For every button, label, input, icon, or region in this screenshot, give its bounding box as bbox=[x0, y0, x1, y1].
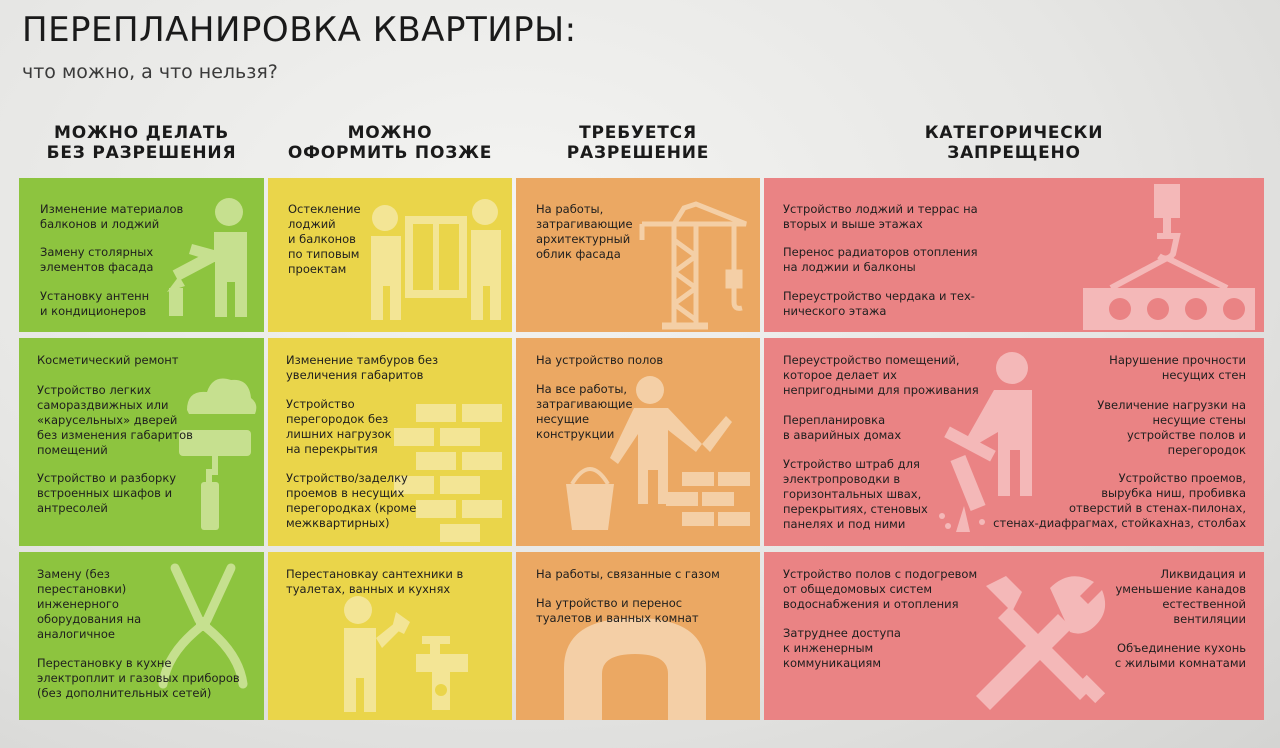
cell-allowed-row3 bbox=[19, 552, 264, 720]
item-facade-works: На работы, затрагивающие архитектурный облик фасада bbox=[536, 202, 633, 261]
crossed-tools-icon bbox=[962, 566, 1112, 714]
cell-forbidden-row1 bbox=[764, 178, 1264, 332]
cell-forbidden-row3 bbox=[764, 552, 1264, 720]
plumber-wrench-icon bbox=[318, 592, 478, 717]
cell-forbidden-row2 bbox=[764, 338, 1264, 546]
cell-allowed-row2 bbox=[19, 338, 264, 546]
cell-permission-row3 bbox=[516, 552, 760, 720]
column-heading-permission: ТРЕБУЕТСЯ РАЗРЕШЕНИЕ bbox=[566, 123, 710, 163]
item-openings-pylons: Устройство проемов, вырубка ниш, пробивка отверстий в стенах-пилонах, стенах-диафрагмах, стойкахназ, столбах bbox=[993, 471, 1246, 530]
item-loggias-upper-floors: Устройство лоджий и террас на вторых и выше этажах bbox=[783, 202, 978, 231]
item-partitions: Устройство перегородок без лишних нагрузок на перекрытия bbox=[286, 397, 392, 456]
item-joinery-facade: Замену столярных элементов фасада bbox=[40, 245, 154, 274]
item-kitchen-merge: Объединение кухонь с жилыми комнатами bbox=[1114, 641, 1246, 670]
item-uninhabitable: Переустройство помещений, которое делает их непригодными для проживания bbox=[783, 353, 979, 397]
column-heading-forbidden: КАТЕГОРИЧЕСКИ ЗАПРЕЩЕНО bbox=[924, 123, 1104, 163]
item-antennas: Установку антенн и кондиционеров bbox=[40, 289, 150, 318]
item-sliding-doors: Устройство легких самораздвижных или «карусельных» дверей без изменения габаритов помещений bbox=[37, 383, 193, 457]
item-attic-rebuild: Переустройство чердака и тех- нического этажа bbox=[783, 289, 975, 318]
item-load-bearing-works: На все работы, затрагивающие несущие конструкции bbox=[536, 382, 633, 441]
item-radiators-transfer: Перенос радиаторов отопления на лоджии и балконы bbox=[783, 245, 978, 274]
item-equipment-replacement: Замену (без перестановки) инженерного оборудования на аналогичное bbox=[37, 567, 142, 641]
page-subtitle: что можно, а что нельзя? bbox=[22, 61, 278, 83]
item-emergency-houses: Перепланировка в аварийных домах bbox=[783, 413, 902, 442]
item-heated-floors: Устройство полов с подогревом от общедомовых систем водоснабжения и отопления bbox=[783, 567, 978, 611]
page-title: ПЕРЕПЛАНИРОВКА КВАРТИРЫ: bbox=[22, 10, 577, 50]
cell-later-row2 bbox=[268, 338, 512, 546]
cell-later-row3 bbox=[268, 552, 512, 720]
item-increased-load: Увеличение нагрузки на несущие стены устройстве полов и перегородок bbox=[1097, 398, 1246, 457]
tower-crane-icon bbox=[634, 190, 754, 330]
cell-permission-row1 bbox=[516, 178, 760, 332]
item-wall-strength: Нарушение прочности несущих стен bbox=[1109, 353, 1246, 382]
cell-permission-row2 bbox=[516, 338, 760, 546]
item-floor-installation: На устройство полов bbox=[536, 353, 664, 367]
item-ventilation: Ликвидация и уменьшение канадов естественной вентиляции bbox=[1115, 567, 1246, 626]
item-plumbing-relocation: Перестановкау сантехники в туалетах, ванных и кухнях bbox=[286, 567, 464, 596]
item-toilets-relocation: На утройство и перенос туалетов и ванных комнат bbox=[536, 596, 699, 625]
item-openings-partitions: Устройство/заделку проемов в несущих перегородках (кроме межквартирных) bbox=[286, 471, 417, 530]
cell-allowed-row1 bbox=[19, 178, 264, 332]
item-balcony-materials: Изменение материалов балконов и лоджий bbox=[40, 202, 184, 231]
item-access-obstruction: Затруднее доступа к инженерным коммуникациям bbox=[783, 626, 901, 670]
column-heading-later: МОЖНО ОФОРМИТЬ ПОЗЖЕ bbox=[287, 123, 493, 163]
crane-hook-beam-icon bbox=[1079, 184, 1259, 330]
item-kitchen-stoves: Перестановку в кухне электроплит и газовых приборов (без дополнительных сетей) bbox=[37, 656, 240, 700]
item-vestibules: Изменение тамбуров без увеличения габаритов bbox=[286, 353, 439, 382]
window-carriers-icon bbox=[363, 190, 508, 325]
item-built-in-wardrobes: Устройство и разборку встроенных шкафов и антресолей bbox=[37, 471, 177, 515]
item-gas-works: На работы, связанные с газом bbox=[536, 567, 720, 581]
column-heading-allowed: МОЖНО ДЕЛАТЬ БЕЗ РАЗРЕШЕНИЯ bbox=[46, 123, 237, 163]
cell-later-row1 bbox=[268, 178, 512, 332]
item-cosmetic-repair: Косметический ремонт bbox=[37, 353, 179, 367]
pipe-arch-icon bbox=[560, 612, 710, 720]
item-glazing: Остекление лоджий и балконов по типовым проектам bbox=[288, 202, 361, 276]
item-wiring-grooves: Устройство штраб для электропроводки в горизонтальных швах, перекрытиях, стеновых панелях и под ними bbox=[783, 457, 928, 531]
